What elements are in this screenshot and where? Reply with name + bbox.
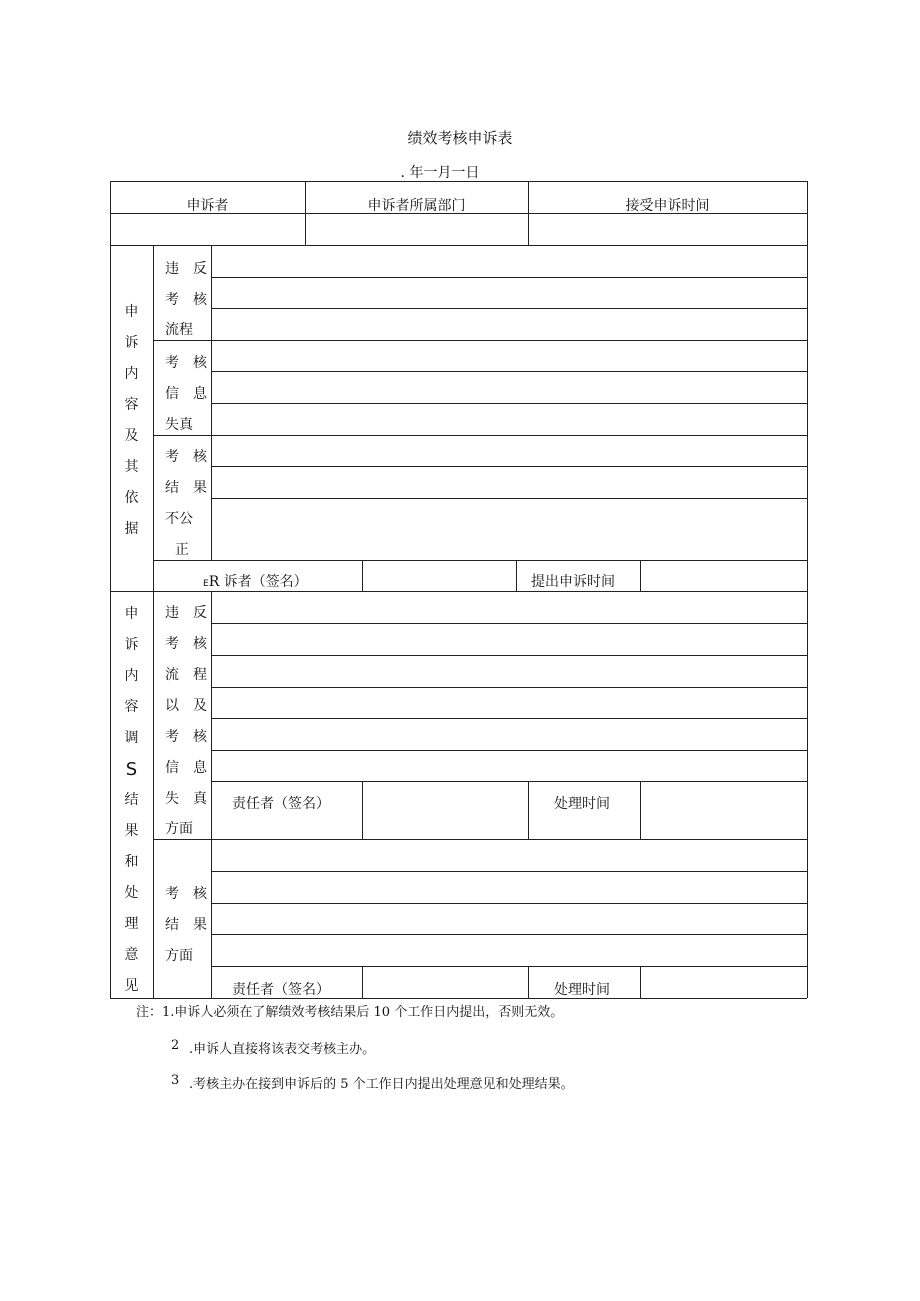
note-2: .申诉人直接将该表交考核主办。 — [189, 1042, 376, 1057]
responsible-signature-field-2[interactable] — [363, 967, 527, 997]
submit-time-field[interactable] — [641, 561, 806, 590]
submit-time-label: 提出申诉时间 — [531, 574, 615, 590]
department-field[interactable] — [306, 214, 527, 244]
note-1: 注：1.申诉人必须在了解绩效考核结果后 10 个工作日内提出，否则无效。 — [136, 1005, 564, 1020]
responsible-signature-label-2: 责任者（签名） — [232, 982, 330, 998]
responsible-signature-label-1: 责任者（签名） — [232, 796, 330, 812]
appellant-signature-label: ER 诉者（签名） — [203, 574, 308, 590]
section1-side-label: 申 诉 内 容 及 其 依 据 — [124, 304, 139, 537]
handle-time-field-2[interactable] — [641, 967, 806, 997]
header-appellant: 申诉者 — [186, 198, 229, 214]
handle-time-label-1: 处理时间 — [554, 796, 610, 812]
form-title: 绩效考核申诉表 — [407, 129, 513, 147]
note-3-number: 3 — [171, 1073, 180, 1088]
handle-time-field-1[interactable] — [641, 782, 806, 838]
receive-time-field[interactable] — [529, 214, 806, 244]
note-2-number: 2 — [171, 1038, 180, 1053]
appellant-signature-field[interactable] — [363, 561, 515, 590]
section2-side-label: 申 诉 内 容 调 S 结 果 和 处 理 意 见 — [124, 606, 139, 994]
appellant-field[interactable] — [111, 214, 304, 244]
responsible-signature-field-1[interactable] — [363, 782, 527, 838]
header-department: 申诉者所属部门 — [367, 198, 466, 214]
note-3: .考核主办在接到申诉后的 5 个工作日内提出处理意见和处理结果。 — [189, 1077, 574, 1092]
date-line: . 年一月一日 — [400, 165, 480, 181]
header-receive-time: 接受申诉时间 — [625, 198, 710, 214]
handle-time-label-2: 处理时间 — [554, 982, 610, 998]
